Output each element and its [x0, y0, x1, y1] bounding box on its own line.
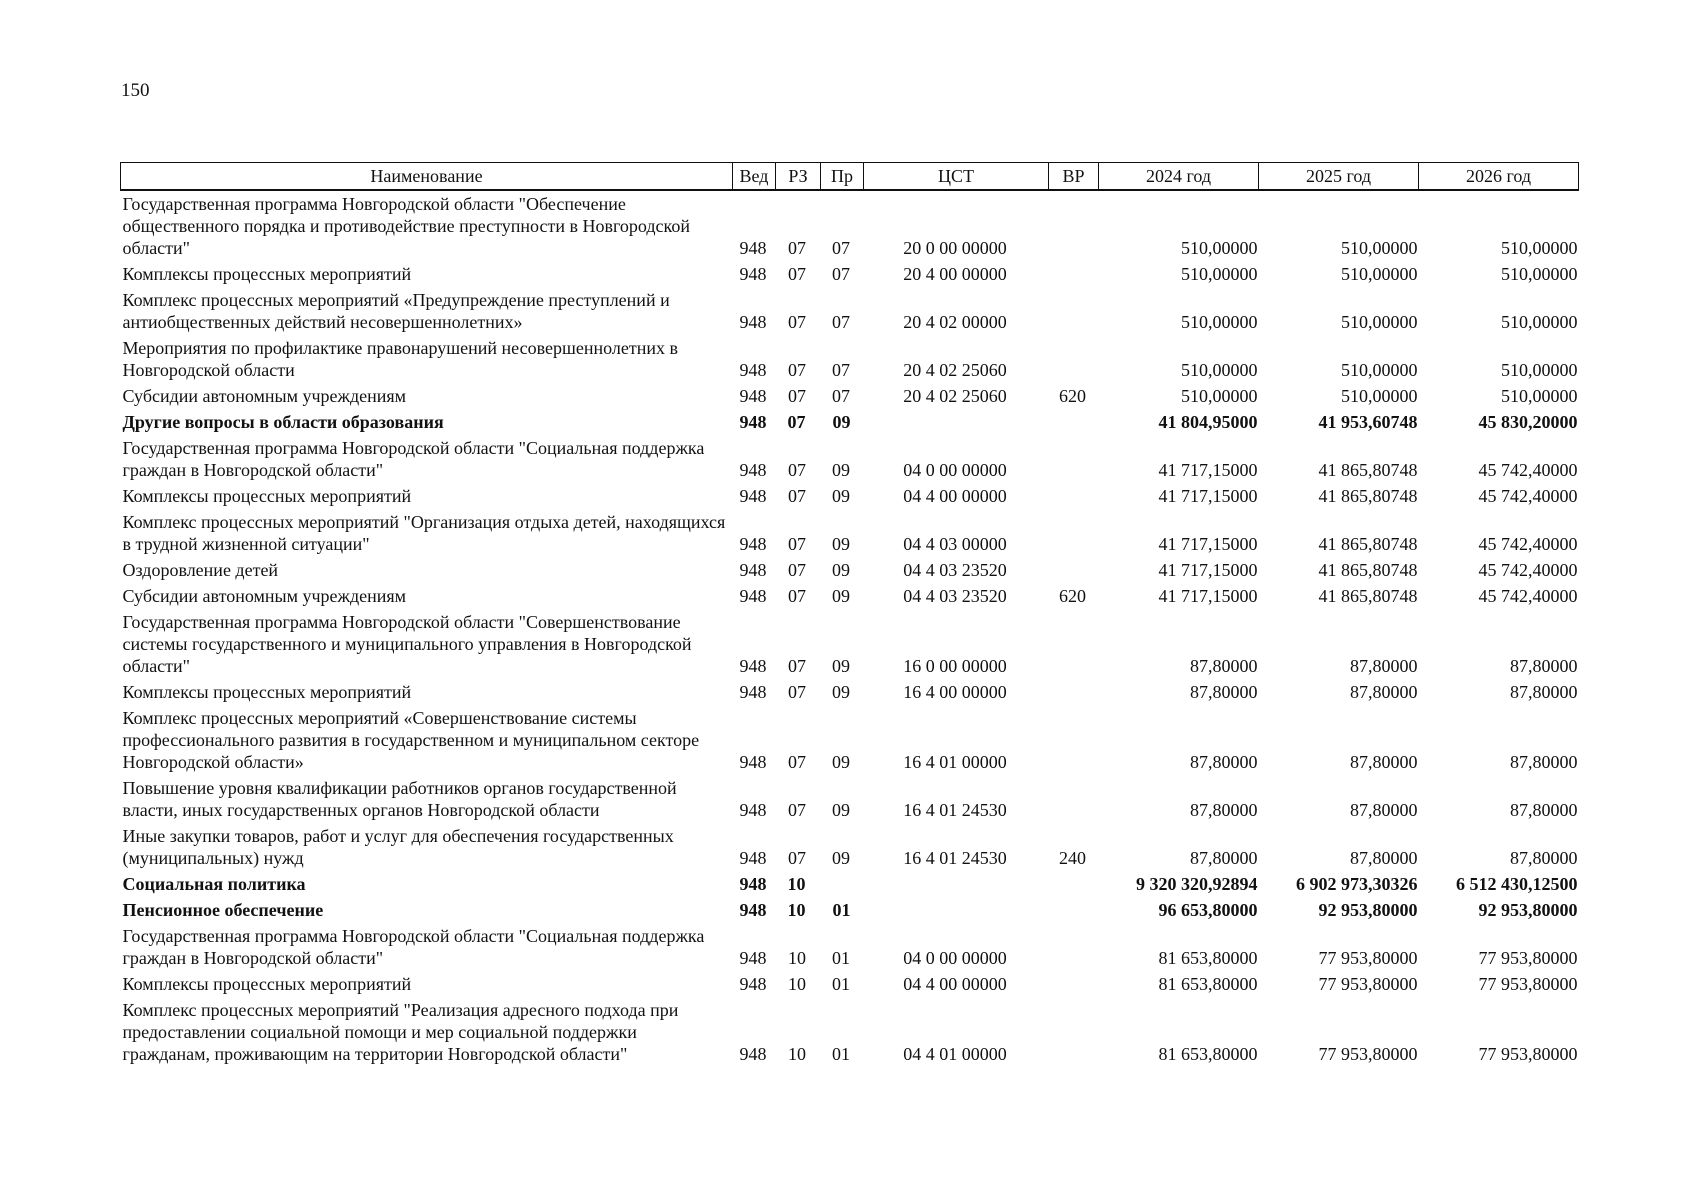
row-amount-2025: 41 865,80748: [1318, 560, 1418, 580]
row-pr: 01: [832, 974, 850, 994]
row-pr: 09: [832, 560, 850, 580]
row-amount-2026: 87,80000: [1510, 848, 1578, 868]
row-cst: 20 4 00 00000: [903, 264, 1007, 284]
row-name: Мероприятия по профилактике правонарушений несовершеннолетних в Новгородской области: [122, 338, 678, 380]
row-rz: 07: [788, 534, 806, 554]
row-amount-2024: 9 320 320,92894: [1136, 874, 1258, 894]
row-ved: 948: [739, 874, 767, 894]
column-header-ved: Вед: [733, 163, 776, 191]
row-amount-2025: 510,00000: [1341, 238, 1418, 258]
row-rz: 07: [788, 752, 806, 772]
column-header-rz: РЗ: [776, 163, 821, 191]
row-cst: 16 4 00 00000: [903, 682, 1007, 702]
table-row: [121, 583, 1579, 609]
row-rz: 07: [788, 238, 806, 258]
row-amount-2025: 77 953,80000: [1318, 948, 1418, 968]
row-amount-2026: 510,00000: [1501, 312, 1578, 332]
row-cst: 04 4 03 00000: [903, 534, 1007, 554]
row-ved: 948: [739, 948, 767, 968]
row-pr: 01: [832, 1044, 850, 1064]
table-row: [121, 261, 1579, 287]
row-cst: 20 0 00 00000: [903, 238, 1007, 258]
row-ved: 948: [739, 460, 767, 480]
row-ved: 948: [739, 656, 767, 676]
row-amount-2026: 87,80000: [1510, 752, 1578, 772]
row-vr: [1049, 609, 1099, 679]
row-rz: 07: [788, 682, 806, 702]
row-amount-2026: 87,80000: [1510, 656, 1578, 676]
row-vr: [1049, 409, 1099, 435]
row-pr: 09: [832, 800, 850, 820]
row-cst: 16 4 01 00000: [903, 752, 1007, 772]
row-amount-2024: 87,80000: [1190, 848, 1258, 868]
row-name: Комплексы процессных мероприятий: [122, 486, 412, 506]
row-vr: [1049, 897, 1099, 923]
row-cst: 04 0 00 00000: [903, 948, 1007, 968]
row-ved: 948: [739, 900, 767, 920]
row-pr: 09: [832, 848, 850, 868]
row-ved: 948: [739, 800, 767, 820]
row-amount-2026: 45 742,40000: [1478, 560, 1578, 580]
row-vr: [1049, 287, 1099, 335]
row-amount-2025: 87,80000: [1350, 848, 1418, 868]
table-row: [121, 823, 1579, 871]
row-amount-2024: 41 804,95000: [1158, 412, 1258, 432]
row-rz: 07: [788, 800, 806, 820]
row-amount-2026: 77 953,80000: [1478, 948, 1578, 968]
column-header-vr: ВР: [1049, 163, 1099, 191]
row-name: Другие вопросы в области образования: [122, 412, 444, 432]
row-vr: 620: [1059, 386, 1086, 406]
row-name: Оздоровление детей: [122, 560, 279, 580]
row-vr: [1049, 435, 1099, 483]
row-vr: 620: [1059, 586, 1086, 606]
row-cst: [864, 409, 1049, 435]
row-amount-2024: 87,80000: [1190, 800, 1258, 820]
row-rz: 10: [787, 874, 806, 894]
row-amount-2026: 87,80000: [1510, 800, 1578, 820]
row-ved: 948: [739, 264, 767, 284]
row-vr: [1049, 509, 1099, 557]
table-row: [121, 287, 1579, 335]
row-amount-2026: 510,00000: [1501, 238, 1578, 258]
row-vr: 240: [1059, 848, 1086, 868]
table-row: [121, 871, 1579, 897]
table-row: [121, 705, 1579, 775]
row-amount-2024: 41 717,15000: [1158, 560, 1258, 580]
row-name: Государственная программа Новгородской области "Совершенствование системы государственного и муниципального управления в Новгородской области": [122, 612, 692, 676]
row-name: Комплекс процессных мероприятий «Предупреждение преступлений и антиобщественных действий несовершеннолетних»: [122, 290, 670, 332]
row-cst: 04 0 00 00000: [903, 460, 1007, 480]
row-amount-2026: 45 742,40000: [1478, 586, 1578, 606]
column-header-2026: 2026 год: [1419, 163, 1579, 191]
row-amount-2024: 81 653,80000: [1158, 1044, 1258, 1064]
row-amount-2024: 41 717,15000: [1158, 460, 1258, 480]
row-amount-2026: 510,00000: [1501, 386, 1578, 406]
row-amount-2024: 87,80000: [1190, 656, 1258, 676]
table-header-row: [121, 163, 1579, 191]
row-vr: [1049, 335, 1099, 383]
row-rz: 10: [788, 1044, 806, 1064]
row-vr: [1049, 923, 1099, 971]
row-amount-2025: 87,80000: [1350, 656, 1418, 676]
row-amount-2024: 41 717,15000: [1158, 486, 1258, 506]
row-vr: [1049, 557, 1099, 583]
row-amount-2025: 510,00000: [1341, 264, 1418, 284]
row-ved: 948: [739, 682, 767, 702]
row-ved: 948: [739, 974, 767, 994]
row-pr: 09: [832, 412, 851, 432]
row-amount-2026: 45 830,20000: [1478, 412, 1578, 432]
row-amount-2025: 510,00000: [1341, 312, 1418, 332]
table-row: [121, 971, 1579, 997]
row-amount-2024: 41 717,15000: [1158, 586, 1258, 606]
row-pr: 09: [832, 752, 850, 772]
column-header-2025: 2025 год: [1259, 163, 1419, 191]
row-pr: 07: [832, 264, 850, 284]
row-amount-2025: 6 902 973,30326: [1296, 874, 1418, 894]
row-name: Комплекс процессных мероприятий «Совершенствование системы профессионального развития в государственном и муниципальном секторе Новгородской области»: [122, 708, 700, 772]
row-amount-2024: 87,80000: [1190, 682, 1258, 702]
row-amount-2026: 45 742,40000: [1478, 460, 1578, 480]
row-amount-2026: 45 742,40000: [1478, 534, 1578, 554]
table-body: [121, 190, 1579, 1067]
table-row: [121, 409, 1579, 435]
row-name: Повышение уровня квалификации работников органов государственной власти, иных государственных органов Новгородской области: [122, 778, 677, 820]
row-vr: [1049, 261, 1099, 287]
row-amount-2025: 92 953,80000: [1318, 900, 1418, 920]
row-amount-2024: 510,00000: [1181, 360, 1258, 380]
row-amount-2025: 77 953,80000: [1318, 1044, 1418, 1064]
row-amount-2025: 41 865,80748: [1318, 460, 1418, 480]
row-rz: 07: [788, 560, 806, 580]
row-amount-2024: 81 653,80000: [1158, 948, 1258, 968]
row-ved: 948: [739, 486, 767, 506]
row-name: Социальная политика: [122, 874, 306, 894]
row-cst: 04 4 03 23520: [903, 586, 1007, 606]
column-header-pr: Пр: [821, 163, 864, 191]
table-row: [121, 483, 1579, 509]
row-pr: 09: [832, 586, 850, 606]
table-row: [121, 557, 1579, 583]
row-pr: 09: [832, 682, 850, 702]
row-amount-2026: 87,80000: [1510, 682, 1578, 702]
row-amount-2025: 510,00000: [1341, 360, 1418, 380]
row-pr: 01: [832, 948, 850, 968]
table-row: [121, 383, 1579, 409]
row-ved: 948: [739, 848, 767, 868]
row-rz: 07: [788, 486, 806, 506]
row-ved: 948: [739, 412, 767, 432]
row-amount-2025: 87,80000: [1350, 752, 1418, 772]
row-name: Субсидии автономным учреждениям: [122, 386, 407, 406]
row-amount-2025: 510,00000: [1341, 386, 1418, 406]
row-pr: 09: [832, 534, 850, 554]
row-amount-2025: 87,80000: [1350, 682, 1418, 702]
row-ved: 948: [739, 752, 767, 772]
table-row: [121, 609, 1579, 679]
row-vr: [1049, 190, 1099, 261]
column-header-name: Наименование: [121, 163, 733, 191]
row-name: Комплексы процессных мероприятий: [122, 974, 412, 994]
table-row: [121, 435, 1579, 483]
row-cst: 20 4 02 25060: [903, 386, 1007, 406]
row-vr: [1049, 997, 1099, 1067]
row-vr: [1049, 971, 1099, 997]
row-name: Субсидии автономным учреждениям: [122, 586, 407, 606]
row-cst: 04 4 00 00000: [903, 486, 1007, 506]
row-ved: 948: [739, 386, 767, 406]
row-cst: 04 4 03 23520: [903, 560, 1007, 580]
row-rz: 07: [788, 360, 806, 380]
table-row: [121, 509, 1579, 557]
row-pr: 01: [832, 900, 851, 920]
table-row: [121, 190, 1579, 261]
row-pr: 07: [832, 386, 850, 406]
row-cst: 04 4 00 00000: [903, 974, 1007, 994]
row-pr: 09: [832, 460, 850, 480]
row-rz: 07: [788, 656, 806, 676]
row-rz: 07: [788, 312, 806, 332]
row-cst: 16 4 01 24530: [903, 800, 1007, 820]
column-header-2024: 2024 год: [1099, 163, 1259, 191]
row-name: Комплексы процессных мероприятий: [122, 682, 412, 702]
row-ved: 948: [739, 360, 767, 380]
table-row: [121, 923, 1579, 971]
row-ved: 948: [739, 534, 767, 554]
row-rz: 07: [788, 386, 806, 406]
row-rz: 07: [788, 460, 806, 480]
row-ved: 948: [739, 312, 767, 332]
row-amount-2026: 92 953,80000: [1478, 900, 1578, 920]
row-cst: 04 4 01 00000: [903, 1044, 1007, 1064]
row-pr: 09: [832, 656, 850, 676]
row-amount-2024: 510,00000: [1181, 264, 1258, 284]
row-amount-2024: 510,00000: [1181, 238, 1258, 258]
row-amount-2025: 41 865,80748: [1318, 486, 1418, 506]
row-amount-2026: 510,00000: [1501, 264, 1578, 284]
row-amount-2026: 510,00000: [1501, 360, 1578, 380]
row-amount-2025: 41 953,60748: [1318, 412, 1418, 432]
row-amount-2024: 96 653,80000: [1158, 900, 1258, 920]
row-rz: 07: [788, 848, 806, 868]
row-pr: [821, 871, 864, 897]
row-rz: 10: [788, 974, 806, 994]
row-vr: [1049, 679, 1099, 705]
table-row: [121, 335, 1579, 383]
table-row: [121, 775, 1579, 823]
row-amount-2024: 41 717,15000: [1158, 534, 1258, 554]
row-rz: 07: [788, 264, 806, 284]
row-amount-2025: 87,80000: [1350, 800, 1418, 820]
row-name: Государственная программа Новгородской области "Обеспечение общественного порядка и противодействие преступности в Новгородской области": [122, 194, 690, 258]
row-vr: [1049, 871, 1099, 897]
row-cst: 20 4 02 00000: [903, 312, 1007, 332]
row-ved: 948: [739, 560, 767, 580]
row-cst: 16 4 01 24530: [903, 848, 1007, 868]
table-row: [121, 997, 1579, 1067]
row-amount-2026: 77 953,80000: [1478, 974, 1578, 994]
row-pr: 07: [832, 360, 850, 380]
row-amount-2024: 87,80000: [1190, 752, 1258, 772]
row-rz: 10: [788, 948, 806, 968]
row-cst: 20 4 02 25060: [903, 360, 1007, 380]
row-name: Комплекс процессных мероприятий "Реализация адресного подхода при предоставлении социальной помощи и мер социальной поддержки гражданам, проживающим на территории Новгородской области": [122, 1000, 679, 1064]
row-amount-2024: 510,00000: [1181, 312, 1258, 332]
row-cst: 16 0 00 00000: [903, 656, 1007, 676]
row-amount-2025: 77 953,80000: [1318, 974, 1418, 994]
row-ved: 948: [739, 1044, 767, 1064]
row-ved: 948: [739, 238, 767, 258]
table-row: [121, 897, 1579, 923]
row-rz: 10: [787, 900, 806, 920]
row-amount-2026: 6 512 430,12500: [1456, 874, 1578, 894]
row-amount-2025: 41 865,80748: [1318, 534, 1418, 554]
table-row: [121, 679, 1579, 705]
page-number: 150: [121, 80, 150, 101]
row-vr: [1049, 775, 1099, 823]
row-name: Комплексы процессных мероприятий: [122, 264, 412, 284]
row-amount-2026: 45 742,40000: [1478, 486, 1578, 506]
row-cst: [864, 871, 1049, 897]
row-ved: 948: [739, 586, 767, 606]
row-rz: 07: [788, 586, 806, 606]
row-name: Иные закупки товаров, работ и услуг для обеспечения государственных (муниципальных) нужд: [122, 826, 674, 868]
row-amount-2024: 510,00000: [1181, 386, 1258, 406]
row-pr: 07: [832, 238, 850, 258]
row-vr: [1049, 483, 1099, 509]
row-name: Комплекс процессных мероприятий "Организация отдыха детей, находящихся в трудной жизненной ситуации": [122, 512, 726, 554]
row-name: Государственная программа Новгородской области "Социальная поддержка граждан в Новгородской области": [122, 926, 705, 968]
row-pr: 07: [832, 312, 850, 332]
row-amount-2024: 81 653,80000: [1158, 974, 1258, 994]
row-amount-2026: 77 953,80000: [1478, 1044, 1578, 1064]
row-amount-2025: 41 865,80748: [1318, 586, 1418, 606]
row-name: Государственная программа Новгородской области "Социальная поддержка граждан в Новгородской области": [122, 438, 705, 480]
row-pr: 09: [832, 486, 850, 506]
column-header-cst: ЦСТ: [864, 163, 1049, 191]
row-name: Пенсионное обеспечение: [122, 900, 324, 920]
row-vr: [1049, 705, 1099, 775]
row-cst: [864, 897, 1049, 923]
budget-table: [120, 162, 1579, 1067]
row-rz: 07: [787, 412, 806, 432]
